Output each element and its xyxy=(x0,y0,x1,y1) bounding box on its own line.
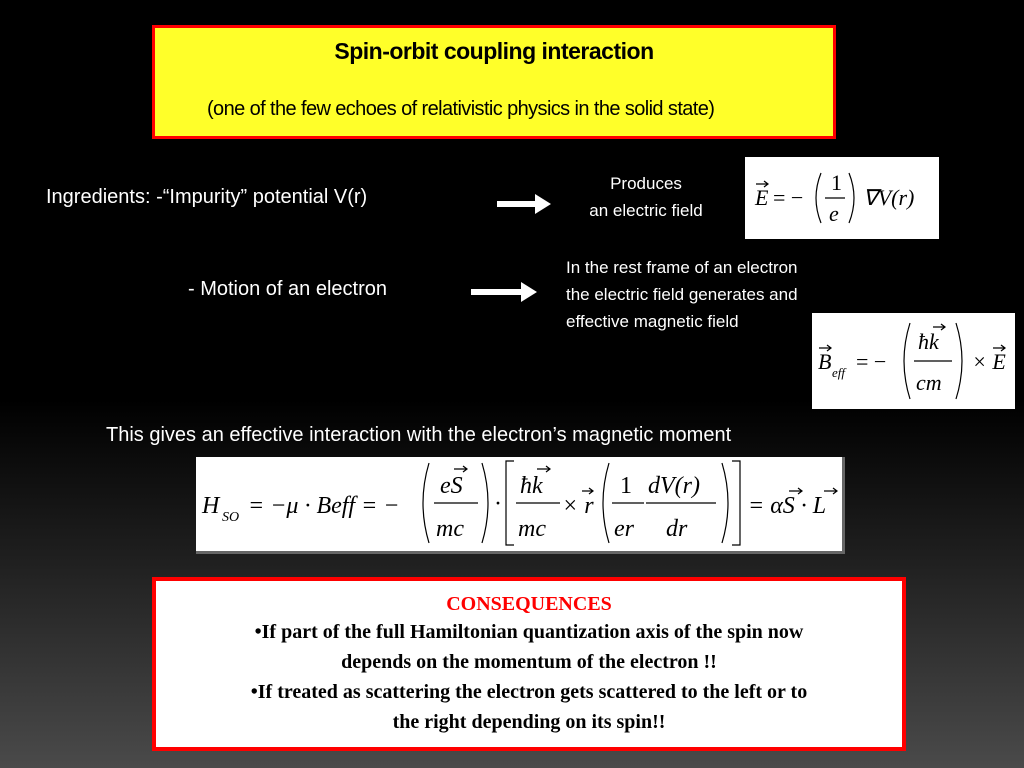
consequences-box xyxy=(152,577,906,751)
formula-e-eq: = − xyxy=(773,185,804,210)
electric-field-formula xyxy=(745,157,939,239)
magnetic-field-formula xyxy=(812,313,1015,409)
arrow-right-icon xyxy=(471,289,523,295)
formula-f3-num: 1 xyxy=(620,473,632,499)
rest-frame-text-3: effective magnetic field xyxy=(566,312,739,331)
consequence-item-2a: •If treated as scattering the electron gets scattered to the left or to xyxy=(250,681,808,703)
hamiltonian-formula xyxy=(196,457,845,554)
consequence-item-2b: the right depending on its spin!! xyxy=(392,711,666,733)
slide-subtitle: (one of the few echoes of relativistic physics in the solid state) xyxy=(207,98,715,120)
electric-field-label: an electric field xyxy=(589,201,703,220)
formula-result: = αS · L xyxy=(748,493,827,519)
consequence-item-1a: •If part of the full Hamiltonian quantization axis of the spin now xyxy=(254,621,804,643)
formula-f1-num: eS xyxy=(440,473,463,499)
formula-f3-den: er xyxy=(614,516,634,542)
formula-f2-den: mc xyxy=(518,516,546,542)
formula-cross-r: × r xyxy=(562,493,594,519)
formula-f4-den: dr xyxy=(666,516,688,542)
arrow-right-icon xyxy=(497,201,537,207)
formula-h: H xyxy=(202,493,220,519)
formula-f4-num: dV(r) xyxy=(648,473,700,499)
formula-e-den: e xyxy=(829,201,839,226)
rest-frame-text-2: the electric field generates and xyxy=(566,285,798,304)
slide-title: Spin-orbit coupling interaction xyxy=(334,38,654,64)
formula-h-sub: SO xyxy=(222,510,240,525)
formula-b-rhs: × E xyxy=(972,349,1006,374)
formula-b-num: ħk xyxy=(918,329,939,354)
title-box xyxy=(152,25,836,139)
formula-b-sub: eff xyxy=(832,365,845,380)
formula-f2-num: ħk xyxy=(520,473,543,499)
formula-h-part1: = −μ · Beff = − xyxy=(248,493,400,519)
formula-e-lhs: E xyxy=(755,185,769,210)
formula-b-den: cm xyxy=(916,370,942,395)
formula-b-eq: = − xyxy=(856,349,887,374)
effective-interaction-text: This gives an effective interaction with the electron’s magnetic moment xyxy=(106,424,732,446)
formula-f1-den: mc xyxy=(436,516,464,542)
formula-e-num: 1 xyxy=(831,170,842,195)
consequence-item-1b: depends on the momentum of the electron !! xyxy=(341,651,717,673)
formula-dot: · xyxy=(494,491,502,517)
rest-frame-text-1: In the rest frame of an electron xyxy=(566,258,798,277)
produces-label: Produces xyxy=(610,174,682,193)
ingredients-line-2: - Motion of an electron xyxy=(188,278,387,300)
formula-b-lhs: B xyxy=(818,349,832,374)
ingredients-line-1: Ingredients: -“Impurity” potential V(r) xyxy=(46,186,368,208)
consequences-title: CONSEQUENCES xyxy=(446,593,612,615)
formula-e-rhs: ∇V(r) xyxy=(863,185,915,210)
